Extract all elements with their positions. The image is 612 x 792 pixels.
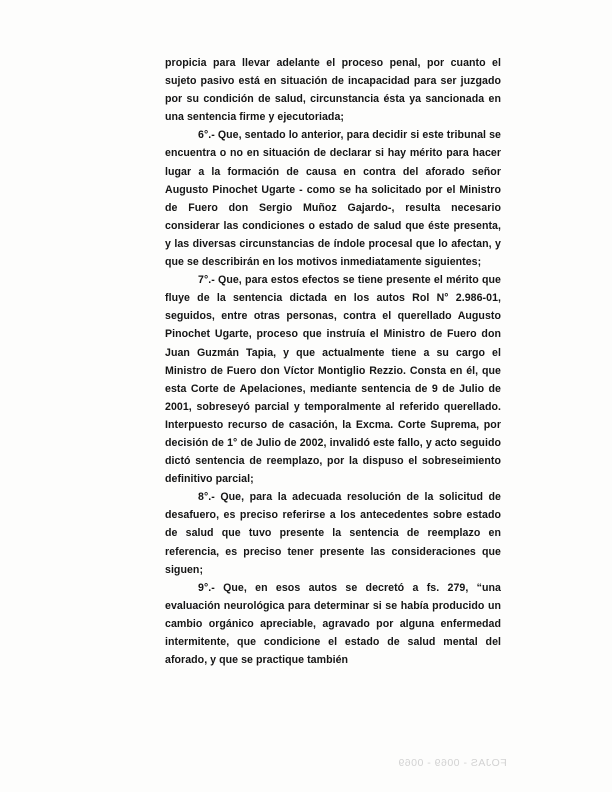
bleed-through-stamp: FOJAS - 0069 - 0069 <box>398 757 507 769</box>
paragraph-considerando-8: 8°.- Que, para la adecuada resolución de la solicitud de desafuero, es preciso referirse a los antecedentes sobre estado de salud que tuvo presente la sentencia de reemplazo en referencia, es preciso tener presente las consideraciones que siguen; <box>165 491 501 576</box>
paragraph-considerando-6: 6°.- Que, sentado lo anterior, para decidir si este tribunal se encuentra o no en situación de declarar si hay mérito para hacer lugar a la formación de causa en contra del aforado señor Augusto Pinochet Ugarte - como se ha solicitado por el Ministro de Fuero don Sergio Muñoz Gajardo-, resulta necesario considerar las condiciones o estado de salud que éste presenta, y las diversas circunstancias de índole procesal que lo afectan, y que se describirán en los motivos inmediatamente siguientes; <box>165 129 501 269</box>
body-text <box>165 54 501 669</box>
paragraph-considerando-9: 9°.- Que, en esos autos se decretó a fs. 279, “una evaluación neurológica para determinar si se había producido un cambio orgánico apreciable, agravado por alguna enfermedad intermitente, que condicione el estado de salud mental del aforado, y que se practique también <box>165 581 501 667</box>
paragraph-continuation: propicia para llevar adelante el proceso penal, por cuanto el sujeto pasivo está en situación de incapacidad para ser juzgado por su condición de salud, circunstancia ésta ya sancionada en una sentencia firme y ejecutoriada; <box>165 57 501 124</box>
paragraph-considerando-7: 7°.- Que, para estos efectos se tiene presente el mérito que fluye de la sentencia dictada en los autos Rol N° 2.986-01, seguidos, entre otras personas, contra el querellado Augusto Pinochet Ugarte, proceso que instruía el Ministro de Fuero don Juan Guzmán Tapia, y que actualmente tiene a su cargo el Ministro de Fuero don Víctor Montiglio Rezzio. Consta en él, que esta Corte de Apelaciones, mediante sentencia de 9 de Julio de 2001, sobreseyó parcial y temporalmente al referido querellado. Interpuesto recurso de casación, la Excma. Corte Suprema, por decisión de 1° de Julio de 2002, invalidó este fallo, y acto seguido dictó sentencia de reemplazo, por la dispuso el sobreseimiento definitivo parcial; <box>165 274 501 486</box>
